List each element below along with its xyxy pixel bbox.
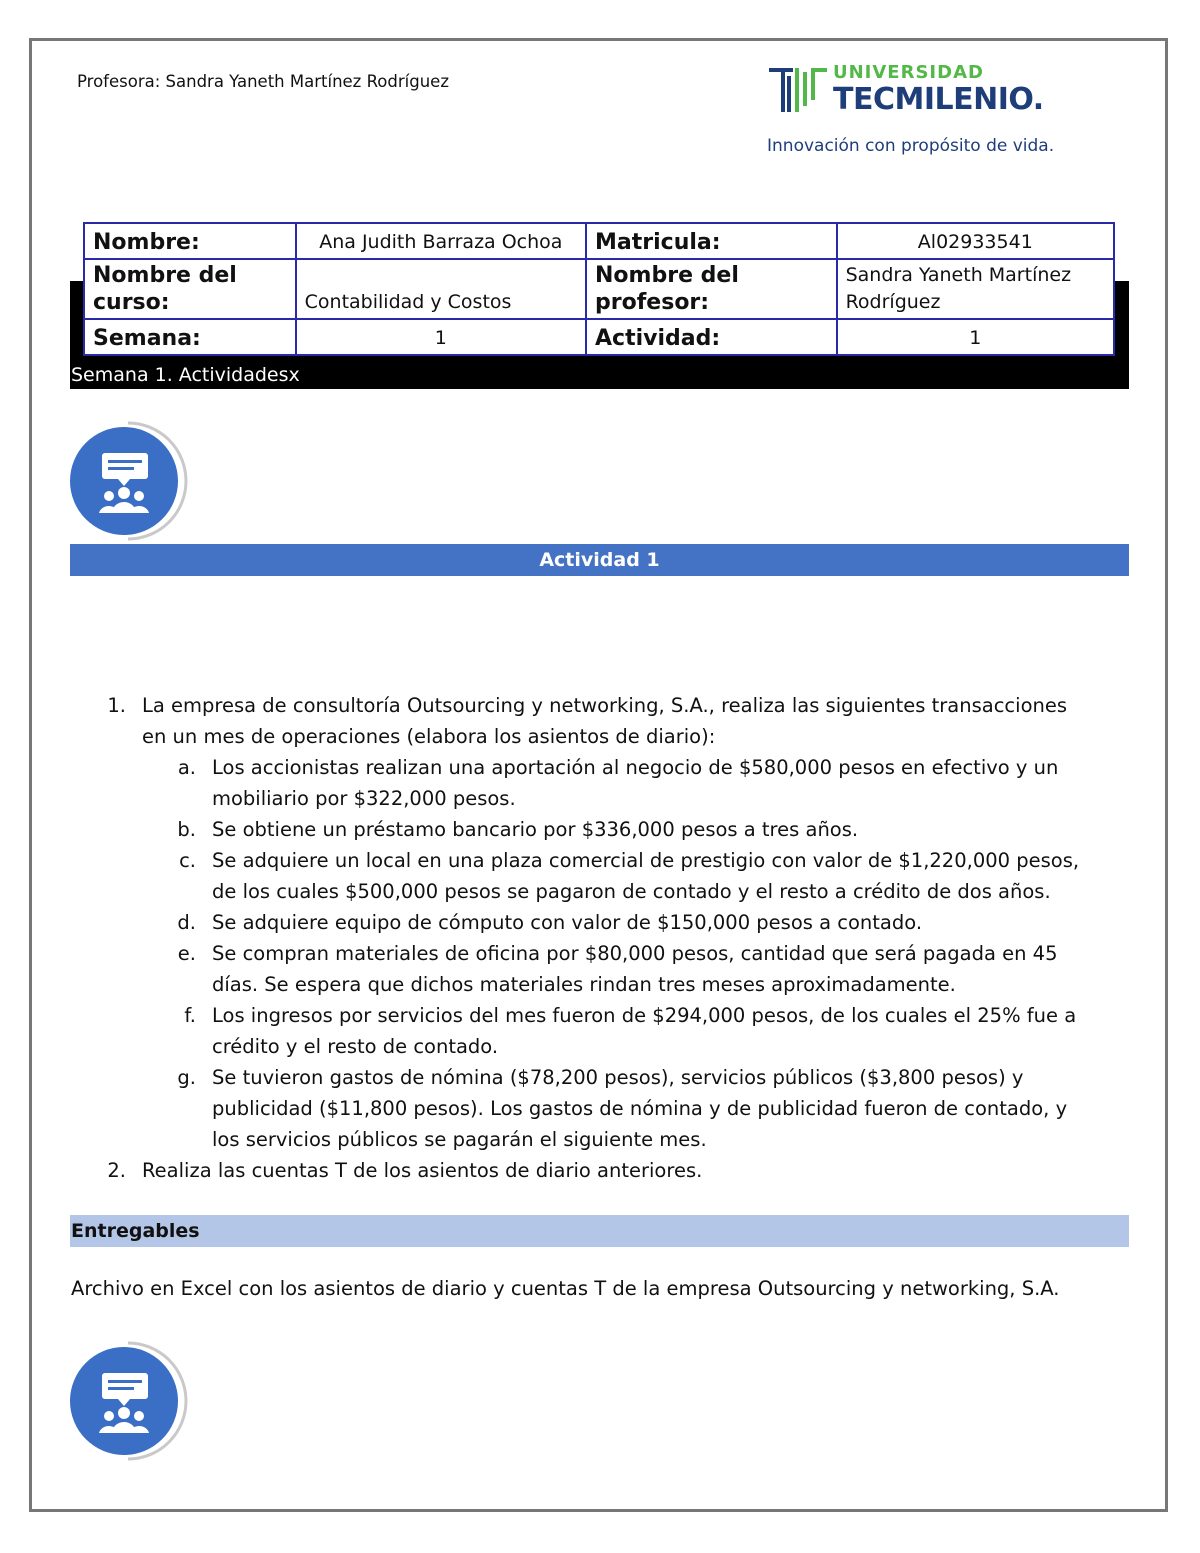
band-text: Semana 1. Actividadesx	[71, 364, 300, 386]
curso-value: Contabilidad y Costos	[296, 259, 586, 319]
discussion-group-icon	[66, 1337, 200, 1463]
list-item: Se compran materiales de oficina por $80,000 pesos, cantidad que será pagada en 45	[212, 942, 1058, 965]
list-item: días. Se espera que dichos materiales rindan tres meses aproximadamente.	[212, 973, 956, 996]
list-item: Los accionistas realizan una aportación al negocio de $580,000 pesos en efectivo y un	[212, 756, 1059, 779]
logo-tagline: Innovación con propósito de vida.	[767, 136, 1055, 156]
discussion-group-icon	[66, 417, 200, 543]
logo-mark-icon	[765, 62, 829, 118]
list-item: Realiza las cuentas T de los asientos de diario anteriores.	[142, 1159, 703, 1182]
table-row	[84, 259, 1114, 319]
list-item: mobiliario por $322,000 pesos.	[212, 787, 516, 810]
semana-value: 1	[296, 319, 586, 355]
profesor-label: Nombre del profesor:	[586, 259, 837, 319]
list-marker: 2.	[107, 1159, 126, 1182]
matricula-value: Al02933541	[837, 223, 1114, 259]
deliverables-text: Archivo en Excel con los asientos de diario y cuentas T de la empresa Outsourcing y networking, S.A.	[71, 1277, 1060, 1300]
logo-main-text: TECMILENIO.	[833, 82, 1044, 117]
list-item: Se tuvieron gastos de nómina ($78,200 pesos), servicios públicos ($3,800 pesos) y	[212, 1066, 1024, 1089]
section-title: Actividad 1	[70, 544, 1129, 576]
list-item: los servicios públicos se pagarán el siguiente mes.	[212, 1128, 707, 1151]
list-item: La empresa de consultoría Outsourcing y networking, S.A., realiza las siguientes transacciones	[142, 694, 1068, 717]
curso-label: Nombre del curso:	[84, 259, 296, 319]
logo-top-text: UNIVERSIDAD	[833, 62, 984, 83]
table-row	[84, 319, 1114, 355]
actividad-label: Actividad:	[586, 319, 837, 355]
list-item: Se adquiere un local en una plaza comercial de prestigio con valor de $1,220,000 pesos,	[212, 849, 1080, 872]
list-marker: 1.	[107, 694, 126, 717]
list-marker: d.	[177, 911, 196, 934]
profesor-value: Sandra Yaneth Martínez Rodríguez	[837, 259, 1114, 319]
list-marker: g.	[177, 1066, 196, 1089]
deliverables-title: Entregables	[70, 1215, 1129, 1247]
list-item: Se obtiene un préstamo bancario por $336,000 pesos a tres años.	[212, 818, 859, 841]
list-item: publicidad ($11,800 pesos). Los gastos de nómina y de publicidad fueron de contado, y	[212, 1097, 1068, 1120]
list-marker: b.	[177, 818, 196, 841]
list-item: de los cuales $500,000 pesos se pagaron de contado y el resto a crédito de dos años.	[212, 880, 1051, 903]
list-item: crédito y el resto de contado.	[212, 1035, 499, 1058]
matricula-label: Matricula:	[586, 223, 837, 259]
list-marker: f.	[184, 1004, 196, 1027]
list-item: Los ingresos por servicios del mes fueron de $294,000 pesos, de los cuales el 25% fue a	[212, 1004, 1077, 1027]
table-row	[84, 223, 1114, 259]
teacher-line: Profesora: Sandra Yaneth Martínez Rodríguez	[77, 72, 449, 91]
list-marker: c.	[179, 849, 196, 872]
university-logo	[765, 58, 1055, 178]
list-marker: e.	[177, 942, 196, 965]
semana-label: Semana:	[84, 319, 296, 355]
list-item: en un mes de operaciones (elabora los asientos de diario):	[142, 725, 716, 748]
list-marker: a.	[177, 756, 196, 779]
nombre-label: Nombre:	[84, 223, 296, 259]
nombre-value: Ana Judith Barraza Ochoa	[296, 223, 586, 259]
list-item: Se adquiere equipo de cómputo con valor de $150,000 pesos a contado.	[212, 911, 923, 934]
student-info-table	[83, 222, 1115, 356]
actividad-value: 1	[837, 319, 1114, 355]
